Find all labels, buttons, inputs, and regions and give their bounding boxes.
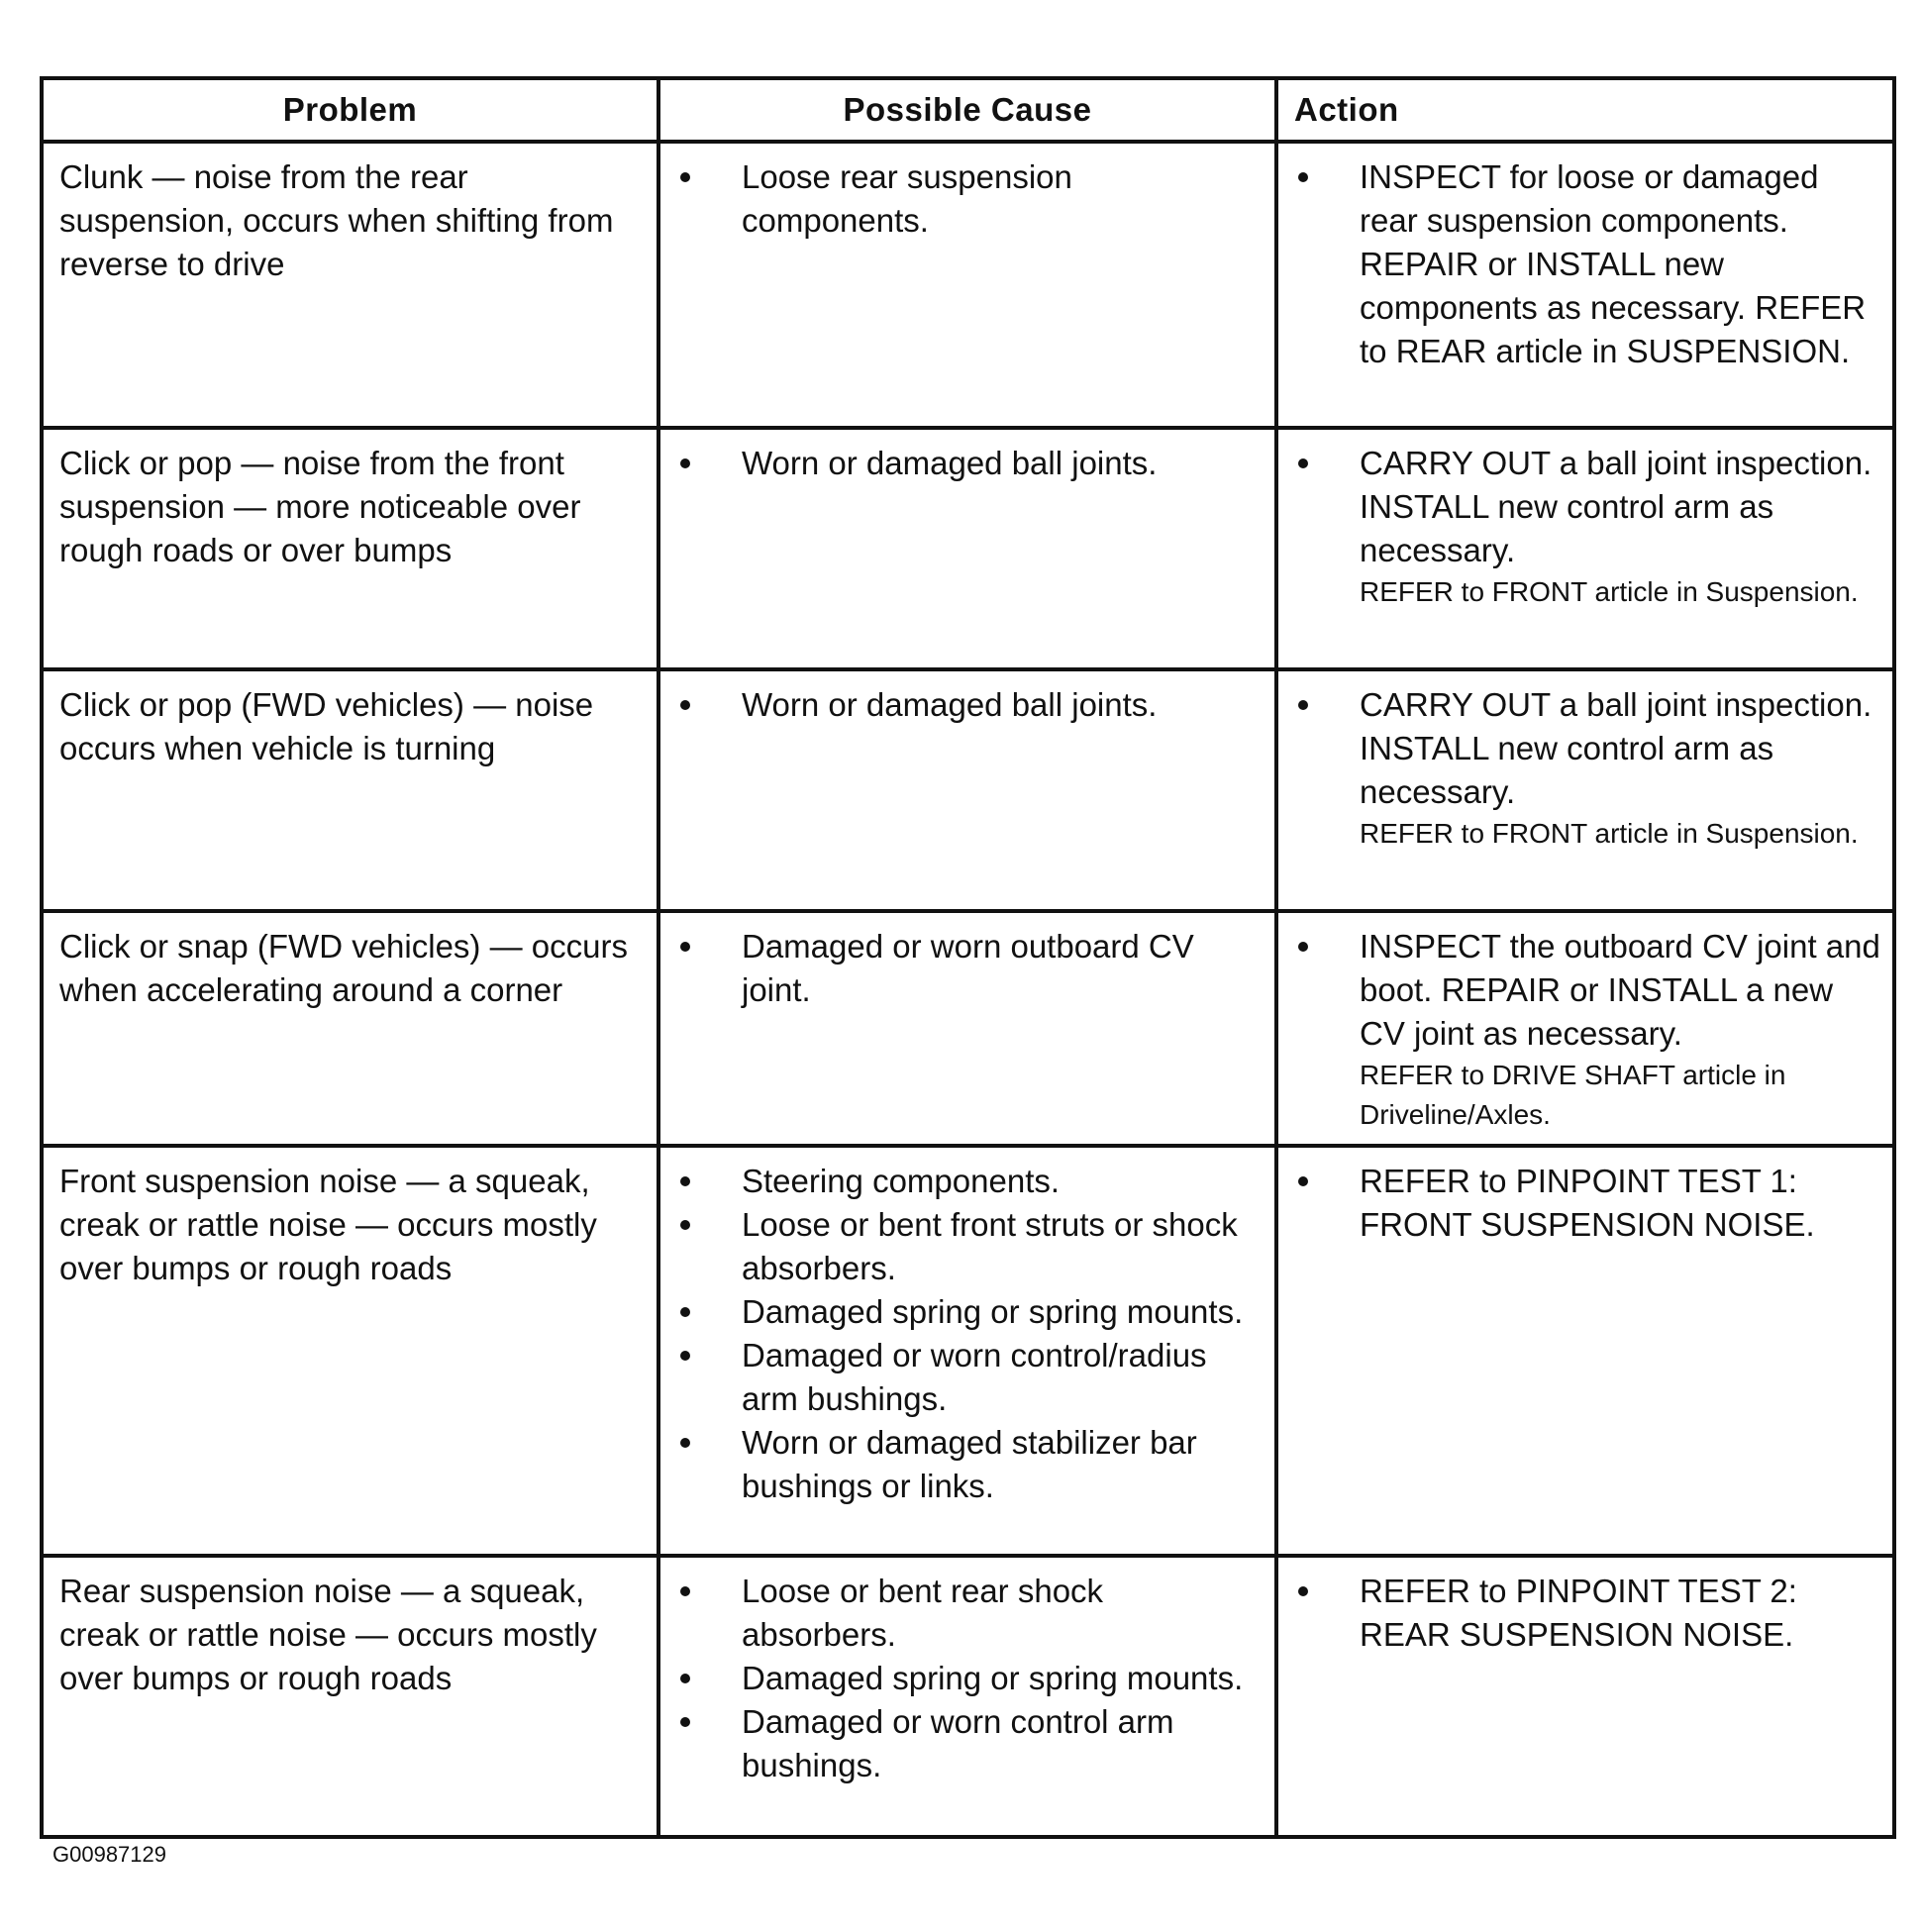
table-row: [42, 142, 1894, 428]
bullet-icon: [1298, 1176, 1308, 1186]
action-text: INSPECT for loose or damaged rear suspension components. REPAIR or INSTALL new components as necessary. REFER to REAR article in SUSPENSION.: [1360, 158, 1867, 369]
action-list: [1278, 1148, 1892, 1247]
action-reference: REFER to FRONT article in Suspension.: [1360, 576, 1859, 607]
cause-text: Damaged or worn outboard CV joint.: [742, 928, 1194, 1008]
cause-list: [660, 1558, 1274, 1787]
cause-item: [660, 683, 1264, 727]
bullet-icon: [680, 1717, 690, 1727]
cause-list: [660, 1148, 1274, 1508]
cause-item: [660, 1290, 1264, 1334]
cause-text: Damaged or worn control arm bushings.: [742, 1703, 1174, 1783]
cause-text: Worn or damaged stabilizer bar bushings or links.: [742, 1424, 1197, 1504]
action-cell: [1276, 669, 1894, 911]
bullet-icon: [680, 1674, 690, 1683]
problem-text: Click or pop (FWD vehicles) — noise occurs when vehicle is turning: [59, 686, 594, 766]
problem-cell: [42, 669, 658, 911]
cause-cell: [658, 428, 1276, 669]
header-possible-cause: Possible Cause: [658, 78, 1276, 142]
bullet-icon: [680, 1351, 690, 1361]
cause-list: [660, 430, 1274, 485]
action-text: CARRY OUT a ball joint inspection. INSTALL new control arm as necessary.: [1360, 686, 1872, 810]
cause-text: Worn or damaged ball joints.: [742, 445, 1158, 481]
cause-item: [660, 1334, 1264, 1421]
problem-text: Click or snap (FWD vehicles) — occurs when accelerating around a corner: [59, 928, 628, 1008]
problem-cell: [42, 142, 658, 428]
header-action: Action: [1276, 78, 1894, 142]
table-row: [42, 669, 1894, 911]
cause-text: Damaged spring or spring mounts.: [742, 1293, 1244, 1330]
table-row: [42, 428, 1894, 669]
cause-cell: [658, 669, 1276, 911]
action-list: [1278, 1558, 1892, 1657]
bullet-icon: [680, 172, 690, 182]
table-row: [42, 911, 1894, 1146]
action-item: [1278, 925, 1882, 1135]
action-text: CARRY OUT a ball joint inspection. INSTALL new control arm as necessary.: [1360, 445, 1872, 568]
header-problem: Problem: [42, 78, 658, 142]
problem-cell: [42, 1146, 658, 1556]
action-list: [1278, 144, 1892, 373]
bullet-icon: [1298, 942, 1308, 952]
bullet-icon: [680, 1176, 690, 1186]
action-item: [1278, 683, 1882, 854]
cause-text: Loose rear suspension components.: [742, 158, 1072, 239]
bullet-icon: [680, 942, 690, 952]
cause-cell: [658, 142, 1276, 428]
bullet-icon: [1298, 1586, 1308, 1596]
diagnosis-table: [40, 76, 1896, 1839]
cause-list: [660, 144, 1274, 243]
cause-item: [660, 1700, 1264, 1787]
problem-cell: [42, 911, 658, 1146]
cause-text: Damaged or worn control/radius arm bushings.: [742, 1337, 1207, 1417]
cause-text: Steering components.: [742, 1163, 1061, 1199]
cause-item: [660, 1657, 1264, 1700]
cause-text: Loose or bent front struts or shock absorbers.: [742, 1206, 1238, 1286]
action-text: INSPECT the outboard CV joint and boot. REPAIR or INSTALL a new CV joint as necessary.: [1360, 928, 1880, 1052]
bullet-icon: [1298, 700, 1308, 710]
action-list: [1278, 671, 1892, 854]
cause-list: [660, 913, 1274, 1012]
table-row: [42, 1556, 1894, 1837]
bullet-icon: [1298, 172, 1308, 182]
bullet-icon: [680, 1220, 690, 1230]
problem-text: Clunk — noise from the rear suspension, occurs when shifting from reverse to drive: [59, 158, 614, 282]
cause-item: [660, 1421, 1264, 1508]
cause-cell: [658, 1556, 1276, 1837]
cause-item: [660, 442, 1264, 485]
bullet-icon: [680, 1586, 690, 1596]
bullet-icon: [680, 700, 690, 710]
cause-text: Damaged spring or spring mounts.: [742, 1660, 1244, 1696]
problem-text: Click or pop — noise from the front suspension — more noticeable over rough roads or over bumps: [59, 445, 581, 568]
action-cell: [1276, 142, 1894, 428]
cause-item: [660, 155, 1264, 243]
problem-text: Rear suspension noise — a squeak, creak or rattle noise — occurs mostly over bumps or rough roads: [59, 1573, 597, 1696]
action-list: [1278, 913, 1892, 1135]
action-cell: [1276, 428, 1894, 669]
action-reference: REFER to FRONT article in Suspension.: [1360, 818, 1859, 849]
action-reference: REFER to DRIVE SHAFT article in Driveline/Axles.: [1360, 1060, 1786, 1130]
cause-text: Worn or damaged ball joints.: [742, 686, 1158, 723]
action-cell: [1276, 911, 1894, 1146]
cause-item: [660, 1570, 1264, 1657]
action-cell: [1276, 1146, 1894, 1556]
cause-cell: [658, 911, 1276, 1146]
action-text: REFER to PINPOINT TEST 2: REAR SUSPENSION NOISE.: [1360, 1573, 1797, 1653]
problem-cell: [42, 1556, 658, 1837]
action-item: [1278, 155, 1882, 373]
action-item: [1278, 442, 1882, 612]
cause-list: [660, 671, 1274, 727]
action-cell: [1276, 1556, 1894, 1837]
cause-item: [660, 925, 1264, 1012]
problem-cell: [42, 428, 658, 669]
header-row: [42, 78, 1894, 142]
bullet-icon: [680, 1438, 690, 1448]
figure-id: G00987129: [52, 1842, 166, 1867]
bullet-icon: [680, 458, 690, 468]
cause-cell: [658, 1146, 1276, 1556]
action-item: [1278, 1570, 1882, 1657]
action-text: REFER to PINPOINT TEST 1: FRONT SUSPENSION NOISE.: [1360, 1163, 1815, 1243]
bullet-icon: [1298, 458, 1308, 468]
cause-text: Loose or bent rear shock absorbers.: [742, 1573, 1104, 1653]
table-row: [42, 1146, 1894, 1556]
bullet-icon: [680, 1307, 690, 1317]
problem-text: Front suspension noise — a squeak, creak or rattle noise — occurs mostly over bumps or rough roads: [59, 1163, 597, 1286]
action-item: [1278, 1160, 1882, 1247]
cause-item: [660, 1203, 1264, 1290]
action-list: [1278, 430, 1892, 612]
cause-item: [660, 1160, 1264, 1203]
